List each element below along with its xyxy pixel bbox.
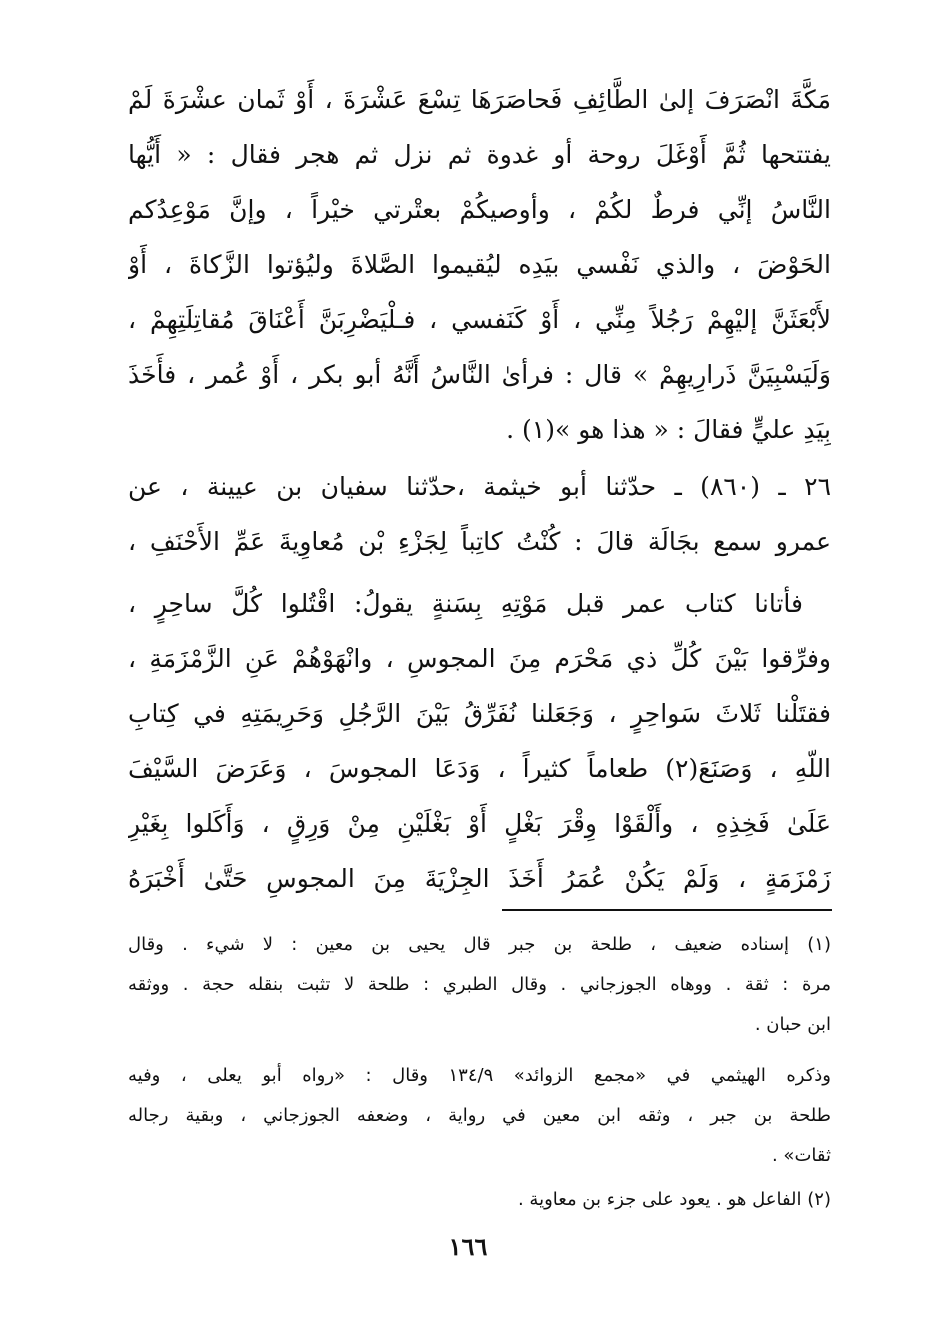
paragraph-hadith-26-matn	[128, 576, 831, 906]
footnote-line: (١) إسناده ضعيف ، طلحة بن جبر قال يحيى بن معين : لا شيء . وقال	[128, 934, 831, 955]
footnote-1-continued	[128, 1056, 831, 1176]
text-line: لأَبْعَثَنَّ إليْهِمْ رَجُلاً مِنِّي ، أَوْ كَنَفسي ، فـلْيَضْرِبَنَّ أَعْنَاقَ مُقاتِلَتِهِمْ ،	[128, 305, 831, 334]
footnote-line: ابن حبان .	[754, 1014, 831, 1035]
footnote-line: ثقات» .	[771, 1145, 831, 1166]
text-line: الحَوْضَ ، والذي نَفْسي بيَدِه ليُقيموا الصَّلاةَ وليُؤتوا الزَّكاةَ ، أَوْ	[128, 250, 831, 279]
footnote-line: طلحة بن جبر ، وثقه ابن معين في رواية ، وضعفه الجوزجاني ، وبقية رجاله	[128, 1105, 831, 1126]
text-line: مَكَّةَ انْصَرَفَ إلىٰ الطَّائِفِ فَحاصَرَهَا تِسْعَ عَشْرَةَ ، أَوْ ثَمان عشْرَةَ لَمْ	[128, 85, 831, 114]
text-line: فقتَلْنا ثَلاثَ سَواحِرٍ ، وَجَعَلنا نُفَرِّقُ بَيْنَ الرَّجُلِ وَحَرِيمَتِهِ في كِتابِ	[128, 699, 831, 728]
footnote-line: مرة : ثقة . ووهاه الجوزجاني . وقال الطبري : طلحة لا تثبت بنقله حجة . ووثقه	[128, 974, 831, 995]
footnote-separator	[502, 909, 832, 911]
text-line: بِيَدِ عليٍّ فقالَ : « هذا هو »(١) .	[506, 415, 831, 444]
footnote-2	[128, 1180, 831, 1220]
text-line: زَمْزَمَةٍ ، وَلَمْ يَكُنْ عُمَرُ أَخَذَ الجِزْيَةَ مِنَ المجوسِ حَتَّىٰ أَخْبَرَهُ	[128, 864, 831, 893]
text-line: وفرِّقوا بَيْنَ كُلِّ ذي مَحْرَم مِنَ المجوسِ ، وانْهَوْهُمْ عَنِ الزَّمْزَمَةِ ،	[128, 644, 831, 673]
paragraph-hadith-continuation	[128, 72, 831, 457]
text-line: النَّاسُ إنِّي فرطٌ لكُمْ ، وأوصيكُمْ بعتْرتي خيْراً ، وإنَّ مَوْعِدُكم	[128, 195, 831, 224]
text-line: عمرو سمع بجَالَة قالَ : كُنْتُ كاتِباً لِجَزْءِ بْن مُعاوِيةَ عَمِّ الأَحْنَفِ ،	[128, 527, 831, 556]
footnote-line: وذكره الهيثمي في «مجمع الزوائد» ١٣٤/٩ وقال : «رواه أبو يعلى ، وفيه	[128, 1065, 831, 1086]
footnote-line: (٢) الفاعل هو . يعود على جزء بن معاوية .	[517, 1189, 831, 1210]
text-line: عَلَىٰ فَخِذِهِ ، وأَلْقَوْا وِقْرَ بَغْلٍ أَوْ بَغْلَيْنِ مِنْ وَرِقٍ ، وَأَكَلوا بِغَيْرِ	[128, 809, 831, 838]
text-line: يفتتحها ثُمَّ أَوْغَلَ روحة أو غدوة ثم نزل ثم هجر فقال : « أَيُّها	[128, 140, 831, 169]
text-line: اللّهِ ، وَصَنَعَ(٢) طعاماً كثيراً ، وَدَعَا المجوسَ ، وَعَرَضَ السَّيْفَ	[128, 754, 831, 783]
text-line: ٢٦ ـ (٨٦٠) ـ حدّثنا أبو خيثمة ،حدّثنا سفيان بن عيينة ، عن	[128, 472, 831, 501]
paragraph-hadith-26-isnad	[128, 459, 831, 569]
page-number: ١٦٦	[448, 1232, 488, 1261]
text-line: وَلَيَسْبِيَنَّ ذَرارِيهِمْ » قال : فرأىٰ النَّاسُ أَنَّهُ أبو بكر ، أَوْ عُمر ، فأَخَذَ	[128, 360, 831, 389]
text-line: فأتانا كتاب عمر قبل مَوْتِهِ بِسَنةٍ يقولُ: اقْتُلوا كُلَّ ساحِرٍ ،	[128, 589, 803, 618]
footnote-1	[128, 925, 831, 1045]
